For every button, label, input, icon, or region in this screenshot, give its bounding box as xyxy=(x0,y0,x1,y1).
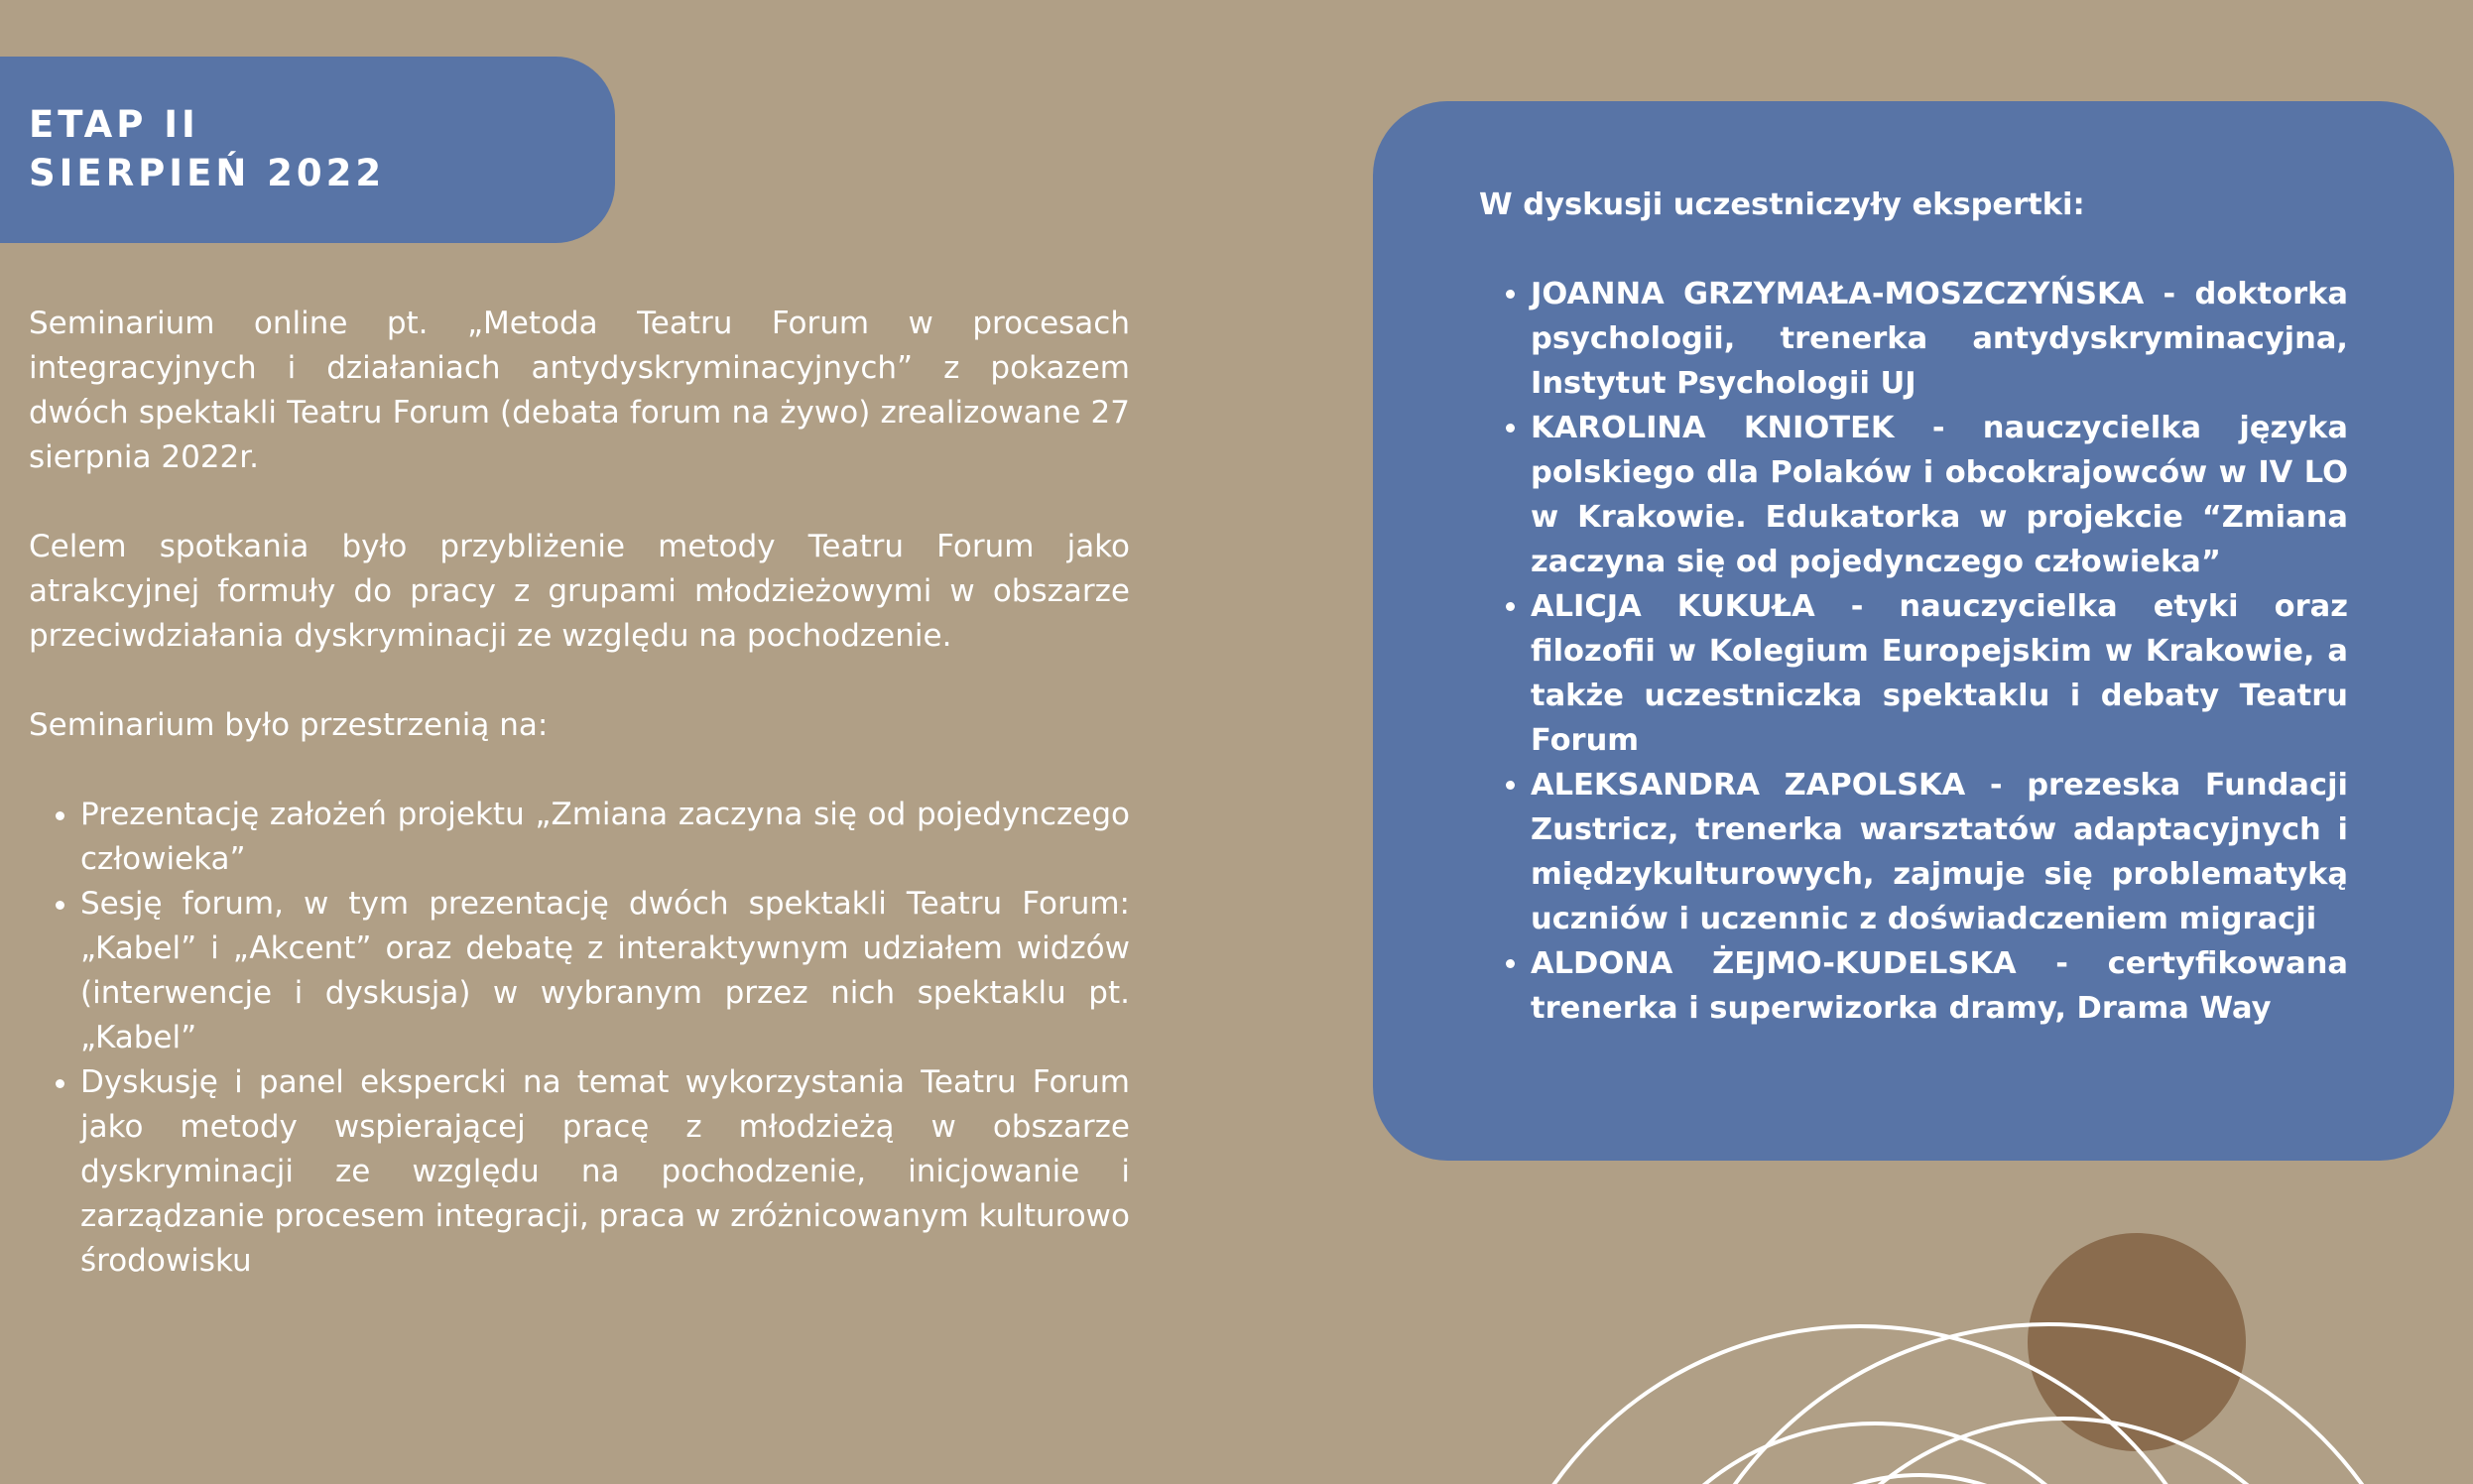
expert-item: • JOANNA GRZYMAŁA-MOSZCZYŃSKA - doktorka psychologii, trenerka antydyskryminacyjna, Instytut Psychologii UJ xyxy=(1531,272,2348,406)
outline-circle-decoration xyxy=(1607,1423,2143,1484)
outline-circle-decoration xyxy=(1776,1419,2351,1484)
experts-heading: W dyskusji uczestniczyły ekspertki: xyxy=(1479,187,2085,222)
outline-circle-decoration xyxy=(1706,1475,2133,1484)
intro-paragraph-3: Seminarium było przestrzenią na: xyxy=(29,707,549,743)
agenda-item: • Dyskusję i panel ekspercki na temat wykorzystania Teatru Forum jako metody wspierającej pracę z młodzieżą w obszarze dyskryminacji ze względu na pochodzenie, inicjowanie i zarządzanie procesem integracji, praca w zróżnicowanym kulturowo środowisku xyxy=(80,1060,1130,1284)
stage-title: ETAP II xyxy=(29,103,199,146)
stage-date: SIERPIEŃ 2022 xyxy=(29,152,386,194)
expert-item: • ALICJA KUKUŁA - nauczycielka etyki oraz filozofii w Kolegium Europejskim w Krakowie, a także uczestniczka spektaklu i debaty Teatru Forum xyxy=(1531,584,2348,763)
expert-item: • ALEKSANDRA ZAPOLSKA - prezeska Fundacji Zustricz, trenerka warsztatów adaptacyjnych i międzykulturowych, zajmuje się problematyką uczniów i uczennic z doświadczeniem migracji xyxy=(1531,763,2348,941)
expert-item: • KAROLINA KNIOTEK - nauczycielka języka polskiego dla Polaków i obcokrajowców w IV LO w Krakowie. Edukatorka w projekcie “Zmiana zaczyna się od pojedynczego człowieka” xyxy=(1531,406,2348,584)
agenda-item: • Sesję forum, w tym prezentację dwóch spektakli Teatru Forum: „Kabel” i „Akcent” oraz debatę z interaktywnym udziałem widzów (interwencje i dyskusja) w wybranym przez nich spektaklu pt. „Kabel” xyxy=(80,882,1130,1060)
intro-paragraph-1: Seminarium online pt. „Metoda Teatru Forum w procesach integracyjnych i działaniach antydyskryminacyjnych” z pokazem dwóch spektakli Teatru Forum (debata forum na żywo) zrealizowane 27 sierpnia 2022r. xyxy=(29,306,1130,475)
intro-paragraph-2: Celem spotkania było przybliżenie metody Teatru Forum jako atrakcyjnej formuły do pracy z grupami młodzieżowymi w obszarze przeciwdziałania dyskryminacji ze względu na pochodzenie. xyxy=(29,529,1130,654)
agenda-item: • Prezentację założeń projektu „Zmiana zaczyna się od pojedynczego człowieka” xyxy=(80,793,1130,882)
expert-item: • ALDONA ŻEJMO-KUDELSKA - certyfikowana trenerka i superwizorka dramy, Drama Way xyxy=(1531,941,2348,1031)
